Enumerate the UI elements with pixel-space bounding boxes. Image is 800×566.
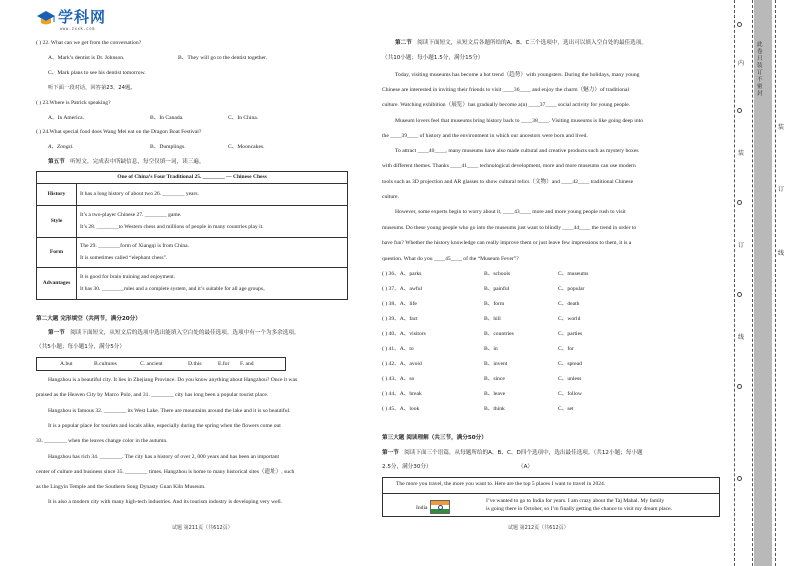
graduation-cap-icon — [36, 8, 56, 28]
option-row-c: C、world — [558, 316, 581, 322]
option-row-question: ( ) 41、A、to — [382, 346, 414, 352]
passage-line: It is also a modern city with many high-tech industries. And its tourism industry is developing very well. — [48, 499, 283, 505]
right-sec2-heading — [395, 40, 647, 47]
passage-line: Museum lovers feel that museums bring history back to ____38____. Visiting museums is like going deep into — [395, 118, 643, 124]
table-label-advantages: Advantages — [37, 267, 77, 299]
passage-line: with different themes. Thanks ____41____ technological development, more and more museums can use modern — [382, 163, 636, 169]
binding-char: 内 — [738, 60, 745, 67]
option-row-c: C、museums — [558, 271, 589, 277]
binding-notice: 此卷只装订不密封 — [757, 42, 763, 97]
reading-box-header: The more you travel, the more you want to. Here are the top 5 places I want to travel in 2024. — [396, 481, 606, 487]
binding-hole — [737, 200, 742, 205]
logo — [36, 6, 126, 34]
section5-heading — [48, 159, 204, 166]
binding-hole — [737, 108, 742, 113]
table-cell-form — [77, 237, 348, 267]
right-sec2-label: 第二节 — [395, 40, 412, 46]
q23-option-a: A、In America. — [48, 115, 85, 121]
binding-hole — [737, 384, 742, 389]
option-row-question: ( ) 44、A、break — [382, 391, 422, 397]
word-option: B.cultures — [94, 361, 117, 367]
table-title: One of China’s Four Traditional 25. ________ — Chinese Chess — [37, 172, 348, 184]
binding-hole — [737, 292, 742, 297]
logo-brand: 学科网 — [58, 8, 107, 26]
passage-line: However, some experts begin to worry about it, ____43____ more and more young people rush to visit — [395, 209, 626, 215]
table-line: It is sometimes called “elephant chess”. — [80, 254, 168, 261]
table-line: It is good for brain training and enjoyment. — [80, 274, 176, 280]
binding-dashed-line-right — [775, 0, 776, 566]
flag-wheel — [438, 505, 443, 510]
reading-box-text: I’ve wanted to go to India for years. I am crazy about the Taj Mahal. My family — [486, 498, 665, 504]
option-row-b: B、form — [484, 301, 505, 307]
binding-char: 线 — [738, 334, 745, 341]
q22-option-c: C、Mark plans to see his dentist tomorrow. — [48, 70, 146, 76]
word-option: F. and — [240, 361, 254, 367]
option-row-question: ( ) 40、A、visitors — [382, 331, 426, 337]
part3-sec1-text: 阅读下面三个语篇，从每题所给的A、B、C、D四个选项中，选出最佳选项。（共12小题；每小题 — [404, 450, 643, 456]
passage-line: Hangzhou is famous 32. ________ its West Lake. There are mountains around the lake and it is so beautiful. — [48, 408, 291, 414]
part2-sec1-heading — [48, 330, 300, 337]
page-footer-left: 试题 第211页（共612页） — [172, 525, 233, 531]
reading-box-country: India — [416, 505, 428, 511]
passage-line: the ____39____ of history and the environment in which our ancestors were born and lived. — [382, 133, 588, 139]
word-option: E.for — [218, 361, 230, 367]
table-label-form: Form — [37, 237, 77, 267]
option-row-question: ( ) 43、A、so — [382, 376, 415, 382]
binding-char: 装 — [738, 150, 745, 157]
passage-line: Hangzhou has rich 34. ________. The city has a history of over 2, 000 years and has been an important — [48, 454, 280, 460]
part2-sec1-score: （共5小题；每小题1分，满分5分） — [36, 344, 125, 350]
passage-line: as the Lingyin Temple and the Southern Song Dynasty Guan Kiln Museum. — [36, 484, 206, 490]
part3-sec1-score: 2.5分，满分30分） — [382, 464, 432, 470]
passage-line: center of culture and business since 35. ________ times. Hangzhou is home to many historical sites（遗址）, such — [36, 469, 295, 475]
binding-char: 装 — [778, 124, 785, 131]
passage-line: culture. — [382, 194, 399, 200]
option-row-b: B、leave — [484, 391, 506, 397]
option-row-c: C、set — [558, 406, 574, 412]
right-sec2-text: 阅读下面短文，从短文后各题所给的A、B、C三个选项中，选出可以填入空白处的最佳选项。 — [417, 40, 647, 46]
word-option: A.but — [60, 361, 73, 367]
option-row-b: B、invent — [484, 361, 508, 367]
passage-line: museums. Do these young people who go into the museums just want to blindly ____44____ the trend in order to — [382, 225, 637, 231]
word-option: C. ancient — [140, 361, 163, 367]
reading-box-divider — [382, 493, 720, 494]
option-row-b: B、hill — [484, 316, 501, 322]
option-row-b: B、since — [484, 376, 505, 382]
q23-option-c: C、In China. — [228, 115, 259, 121]
option-row-b: B、schools — [484, 271, 511, 277]
passage-line: 33. ________ when the leaves change color in the autumn. — [36, 438, 168, 444]
passage-line: praised as the Heaven City by Marco Polo, and 31. ________ city has long been a popular tourist place. — [36, 392, 269, 398]
table-line: The 29. ________form of Xiangqi is from China. — [80, 243, 189, 249]
logo-url: www.zxxk.com — [60, 26, 95, 31]
binding-dashed-line-inner — [752, 0, 753, 566]
table-line: It has 30. ________rules and a complete system, and it’s suitable for all age groups。 — [80, 285, 269, 292]
table-cell-style — [77, 205, 348, 237]
section5-text: 听短文，完成表中所缺信息，每空仅填一词，读三遍。 — [70, 159, 205, 165]
q22-option-a: A、Mark’s dentist is Dr. Johnson. — [48, 55, 125, 61]
q24-option-c: C、Mooncakes. — [228, 144, 265, 150]
india-flag-icon — [430, 500, 450, 514]
chess-info-table — [36, 171, 348, 300]
passage-line: Today, visiting museums has become a hot trend（趋势）with youngsters. During the holidays, many young — [395, 72, 640, 78]
binding-char: 线 — [778, 250, 785, 257]
q23-option-b: B、In Canada. — [150, 115, 184, 121]
table-line: It has a long history of about two 26. ________ years. — [80, 190, 199, 197]
question-23: ( ) 23.Where is Patrick speaking? — [36, 100, 111, 106]
passage-line: It is a popular place for tourists and locals alike, especially during the spring when the flowers come out — [48, 423, 281, 429]
passage-line: culture. Watching exhibition（展览）has gradually become a(n) ____37____ social activity for young people. — [382, 102, 631, 108]
part2-title: 第二大题 完形填空（共两节，满分20分） — [36, 316, 141, 322]
part3-sec1-heading — [382, 450, 643, 457]
table-label-history: History — [37, 183, 77, 205]
right-sec2-score: （共10小题；每小题1.5分，满分15分） — [382, 55, 484, 61]
part3-sec1-label: 第一节 — [382, 450, 399, 456]
option-row-c: C、popular — [558, 286, 585, 292]
word-option: D.this — [188, 361, 202, 367]
binding-hole — [737, 476, 742, 481]
table-cell-advantages — [77, 267, 348, 299]
option-row-question: ( ) 36、A、parks — [382, 271, 422, 277]
table-label-style: Style — [37, 205, 77, 237]
option-row-b: B、in — [484, 346, 498, 352]
passage-line: To attract ____40____, many museums have also made cultural and creative products such as mystery boxes — [395, 148, 639, 154]
passage-line: tools such as 3D projection and AR glasses to show cultural relics（文物）and ____42____ traditional Chinese — [382, 179, 634, 185]
option-row-c: C、spread — [558, 361, 582, 367]
option-row-c: C、for — [558, 346, 574, 352]
binding-dashed-line-outer — [734, 0, 735, 566]
question-22: ( ) 22. What can we get from the conversation? — [36, 40, 142, 46]
part2-sec1-text: 阅读下面短文，从短文后的选项中选出能填入空白处的最佳选项。选项中有一个为多余选项。 — [70, 330, 300, 336]
passage-line: Chinese are interested in inviting their friends to visit ____36____ and enjoy the charm（魅力）of traditional — [382, 87, 630, 93]
option-row-c: C、death — [558, 301, 580, 307]
listen-instruction: 听下面一段对话，回答第23、24题。 — [48, 85, 136, 91]
option-row-c: C、unless — [558, 376, 582, 382]
q22-option-b: B、They will go to the dentist together. — [178, 55, 268, 61]
table-cell-history — [77, 183, 348, 205]
option-row-question: ( ) 38、A、life — [382, 301, 417, 307]
reading-box-text: is going there in October, so I’m finally getting the chance to visit my dream place. — [486, 506, 673, 512]
option-row-question: ( ) 42、A、avoid — [382, 361, 422, 367]
option-row-b: B、think — [484, 406, 505, 412]
q24-option-b: B、Dumplings. — [150, 144, 186, 150]
table-line: It’s 28. ________to Western chess and millions of people in many countries play it. — [80, 223, 264, 230]
part2-sec1-label: 第一节 — [48, 330, 65, 336]
option-row-c: C、parties — [558, 331, 583, 337]
option-row-b: B、painful — [484, 286, 510, 292]
passage-line: have fun? Whether the history knowledge can really improve them or just leave few impressions to them, it is a — [382, 240, 632, 246]
q24-option-a: A、Zongzi. — [48, 144, 74, 150]
option-row-c: C、follow — [558, 391, 582, 397]
option-row-question: ( ) 37、A、awful — [382, 286, 423, 292]
binding-char: 订 — [738, 242, 745, 249]
passage-line: question. What do you ____45____ of the “Museum Fever”? — [382, 256, 519, 262]
question-24: ( ) 24.What special food does Wang Mei eat on the Dragon Boat Festival? — [36, 129, 202, 135]
binding-hole — [737, 22, 742, 27]
part3-passage-a-label: （A） — [518, 464, 534, 470]
table-line: It’s a two-player Chinese 27. ________ game. — [80, 212, 182, 218]
part3-title: 第三大题 阅读理解（共三节，满分50分） — [382, 435, 487, 441]
page-footer-right: 试题 第212页（共612页） — [508, 525, 569, 531]
option-row-question: ( ) 45、A、look — [382, 406, 420, 412]
binding-char: 订 — [778, 186, 785, 193]
passage-line: Hangzhou is a beautiful city. It lies in Zhejiang Province. Do you know anything about Hangzhou? Once it was — [48, 377, 298, 383]
section5-label: 第五节 — [48, 159, 65, 165]
option-row-b: B、countries — [484, 331, 514, 337]
option-row-question: ( ) 39、A、fact — [382, 316, 418, 322]
